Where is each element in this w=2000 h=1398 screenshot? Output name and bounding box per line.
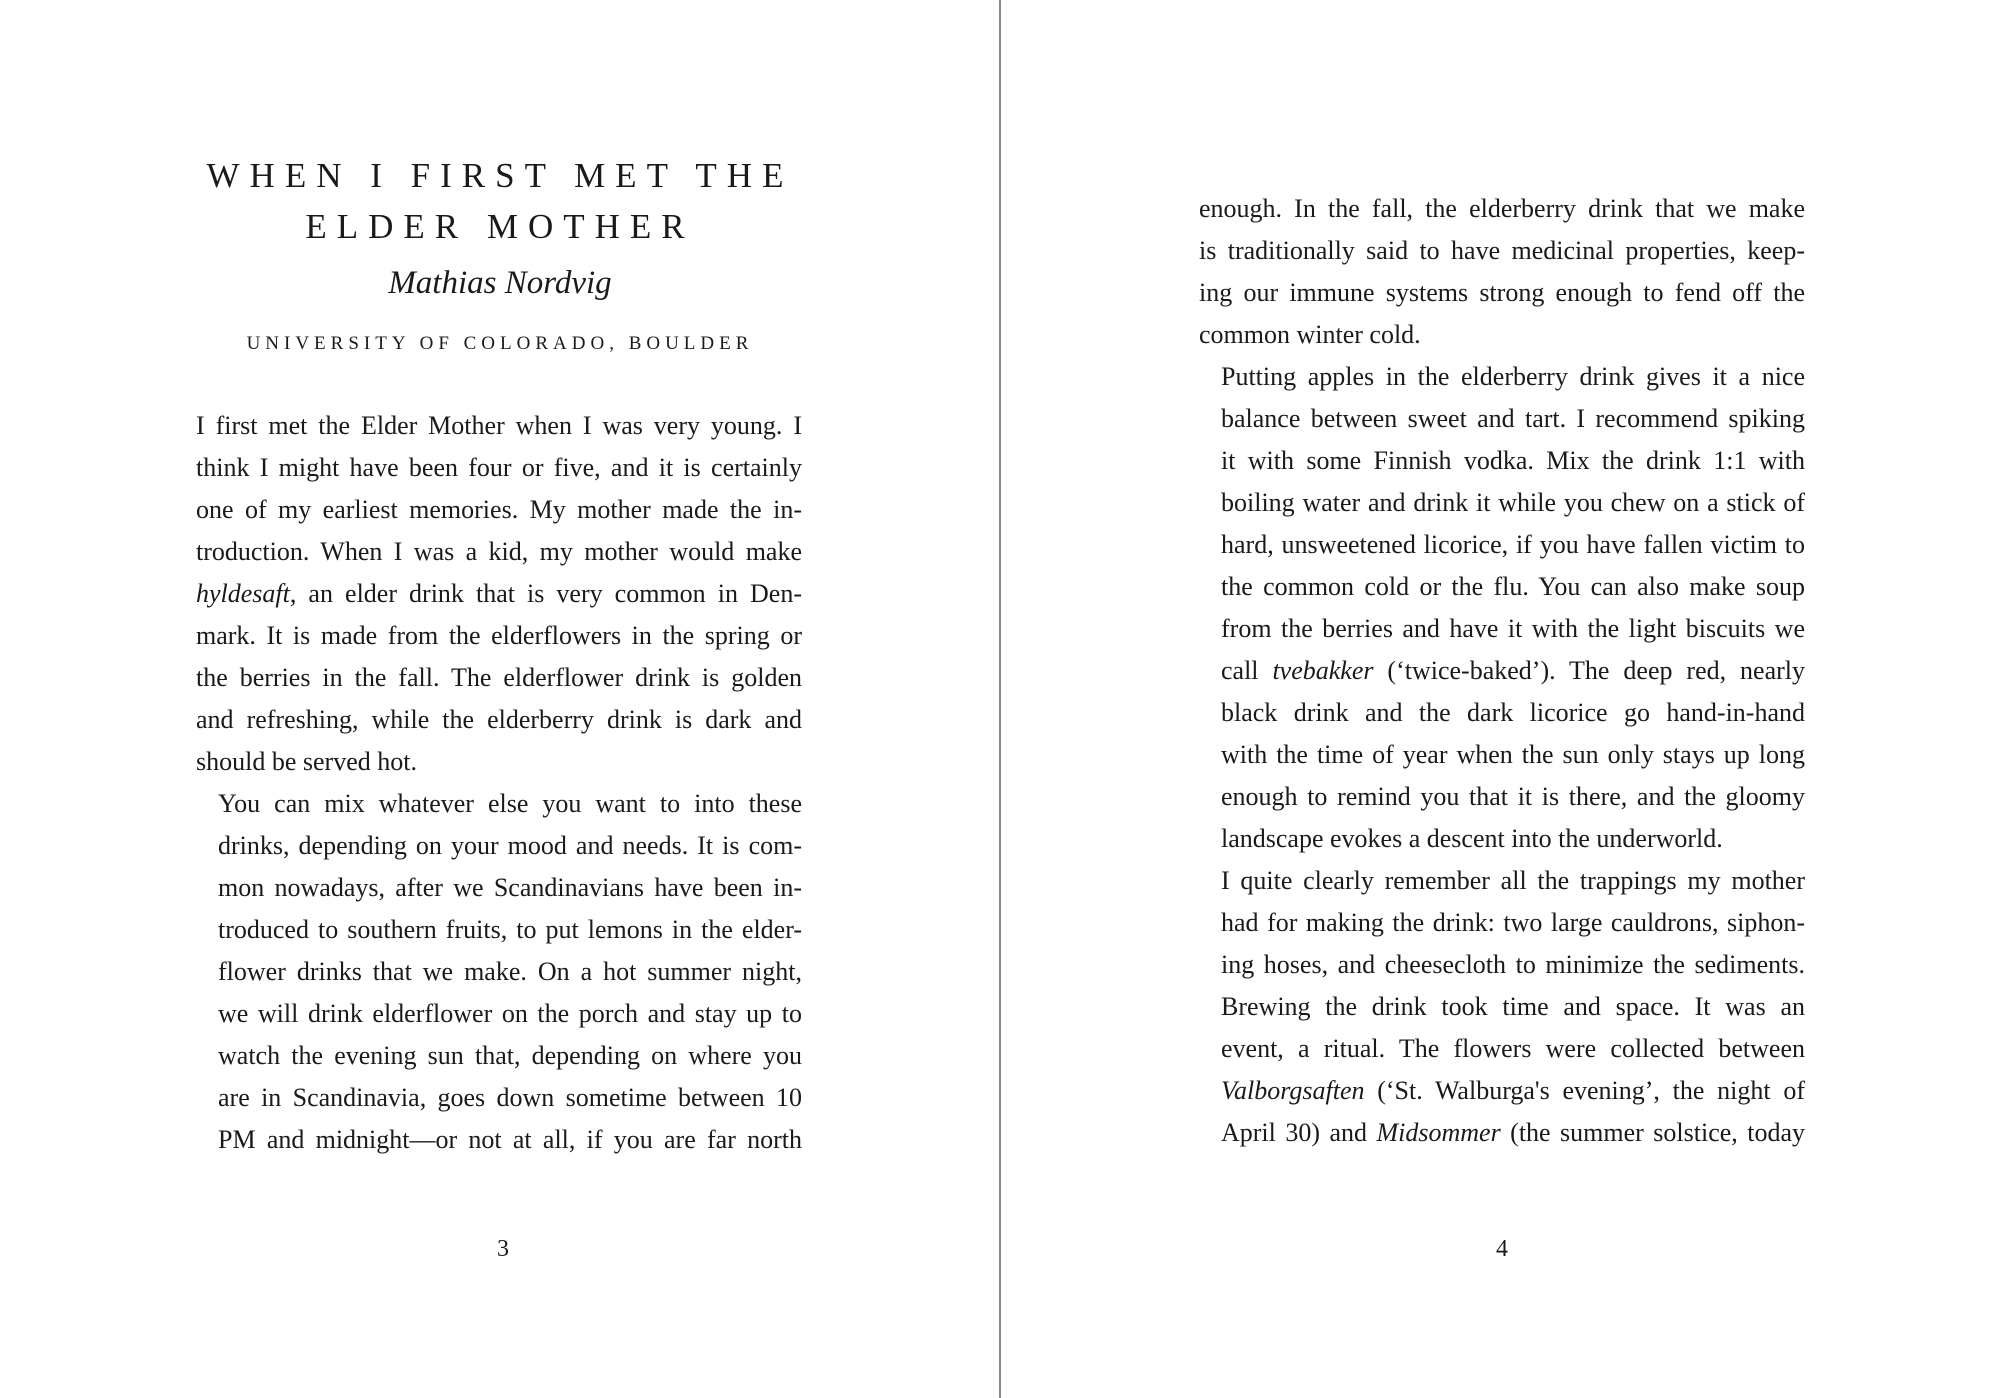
paragraph-continued	[1199, 188, 1805, 356]
text-line: event, a ritual. The flowers were collected between	[1221, 1034, 1805, 1063]
text-line: and refreshing, while the elderberry drink is dark and	[196, 705, 802, 734]
text-line: I first met the Elder Mother when I was very young. I	[196, 411, 802, 440]
author-affiliation: UNIVERSITY OF COLORADO, BOULDER	[246, 333, 754, 354]
paragraph-1	[196, 405, 802, 783]
text-line	[196, 573, 802, 615]
text-line: balance between sweet and tart. I recommend spiking	[1221, 404, 1805, 433]
text-line	[1199, 1070, 1805, 1112]
text-line: PM and midnight—or not at all, if you are far north	[218, 1125, 802, 1154]
text-line: watch the evening sun that, depending on where you	[218, 1041, 802, 1070]
chapter-title-line-2: ELDER MOTHER	[305, 207, 695, 246]
text-line-pre: call	[1221, 656, 1273, 685]
text-line: had for making the drink: two large cauldrons, siphon-	[1221, 908, 1805, 937]
text-line: mark. It is made from the elderflowers in the spring or	[196, 621, 802, 650]
page-number-left: 3	[497, 1236, 509, 1262]
text-line: troduction. When I was a kid, my mother would make	[196, 537, 802, 566]
text-line: flower drinks that we make. On a hot summer night,	[218, 957, 802, 986]
text-line: You can mix whatever else you want to into these	[218, 789, 802, 818]
text-line: black drink and the dark licorice go hand-in-hand	[1221, 698, 1805, 727]
text-line: the berries in the fall. The elderflower drink is golden	[196, 663, 802, 692]
italic-term-valborgsaften: Valborgsaften	[1221, 1076, 1365, 1105]
paragraph-apples	[1199, 356, 1805, 860]
chapter-title	[150, 150, 850, 252]
text-line-rest: , an elder drink that is very common in Den-	[289, 579, 802, 608]
text-line: one of my earliest memories. My mother made the in-	[196, 495, 802, 524]
text-line: enough to remind you that it is there, and the gloomy	[1221, 782, 1805, 811]
text-line: mon nowadays, after we Scandinavians have been in-	[218, 873, 802, 902]
chapter-title-line-1: WHEN I FIRST MET THE	[206, 156, 794, 195]
text-line: Putting apples in the elderberry drink gives it a nice	[1221, 362, 1805, 391]
text-line: boiling water and drink it while you chew on a stick of	[1221, 488, 1805, 517]
text-line: drinks, depending on your mood and needs. It is com-	[218, 831, 802, 860]
text-line: are in Scandinavia, goes down sometime between 10	[218, 1083, 802, 1112]
text-line: from the berries and have it with the light biscuits we	[1221, 614, 1805, 643]
text-line: enough. In the fall, the elderberry drink that we make	[1199, 194, 1805, 223]
text-line-post: (‘twice-baked’). The deep red, nearly	[1373, 656, 1805, 685]
author-name: Mathias Nordvig	[388, 265, 612, 301]
text-line: troduced to southern fruits, to put lemons in the elder-	[218, 915, 802, 944]
text-line	[1199, 650, 1805, 692]
italic-term-midsommer: Midsommer	[1376, 1118, 1501, 1147]
text-line: it with some Finnish vodka. Mix the drink 1:1 with	[1221, 446, 1805, 475]
text-line: ing hoses, and cheesecloth to minimize the sediments.	[1221, 950, 1805, 979]
text-line: Brewing the drink took time and space. It was an	[1221, 992, 1805, 1021]
text-line: I quite clearly remember all the trappings my mother	[1221, 866, 1805, 895]
text-line: should be served hot.	[196, 747, 417, 776]
left-body-text	[196, 405, 802, 1161]
text-line-post: (‘St. Walburga's evening’, the night of	[1364, 1076, 1805, 1105]
text-line: hard, unsweetened licorice, if you have fallen victim to	[1221, 530, 1805, 559]
text-line-pre: April 30) and	[1221, 1118, 1377, 1147]
text-line-post: (the summer solstice, today	[1500, 1118, 1805, 1147]
right-body-text	[1199, 188, 1805, 1154]
text-line: ing our immune systems strong enough to fend off the	[1199, 278, 1805, 307]
text-line: the common cold or the flu. You can also make soup	[1221, 572, 1805, 601]
text-line: common winter cold.	[1199, 320, 1421, 349]
text-line	[1199, 1112, 1805, 1154]
text-line: landscape evokes a descent into the underworld.	[1221, 824, 1723, 853]
paragraph-2	[196, 783, 802, 1161]
page-number-right: 4	[1496, 1236, 1508, 1262]
paragraph-trappings	[1199, 860, 1805, 1154]
text-line: is traditionally said to have medicinal properties, keep-	[1199, 236, 1805, 265]
text-line: think I might have been four or five, and it is certainly	[196, 453, 802, 482]
italic-term-tvebakker: tvebakker	[1272, 656, 1374, 685]
right-page	[1001, 0, 2000, 1398]
text-line: we will drink elderflower on the porch and stay up to	[218, 999, 802, 1028]
text-line: with the time of year when the sun only stays up long	[1221, 740, 1805, 769]
italic-term-hyldesaft: hyldesaft	[196, 579, 290, 608]
